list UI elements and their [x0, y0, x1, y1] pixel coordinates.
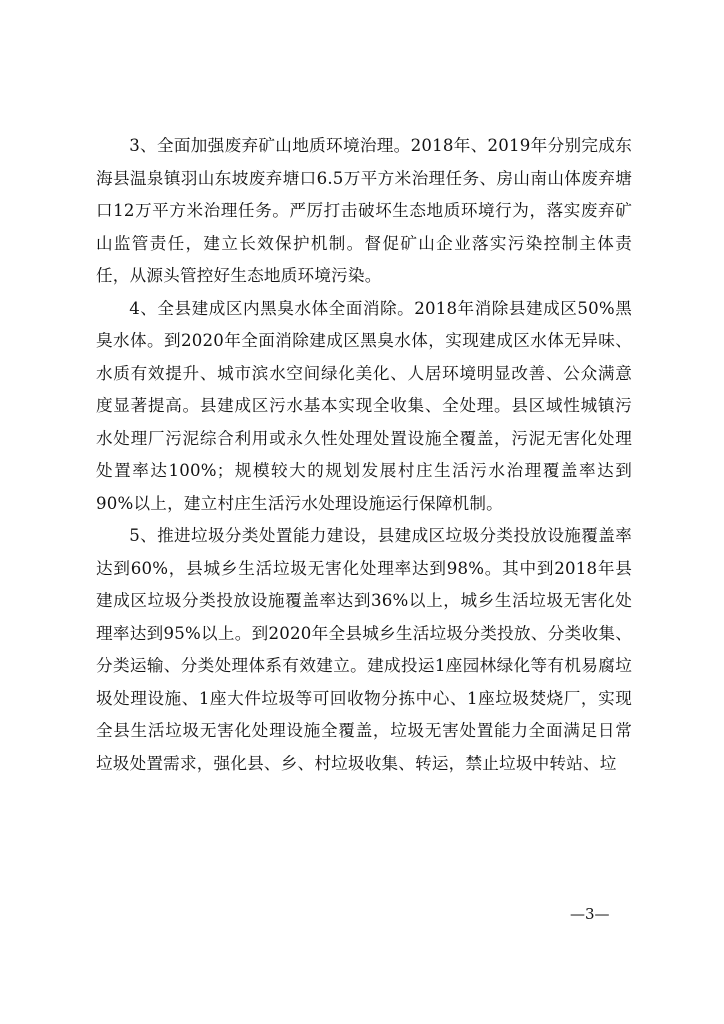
paragraph-mine-restoration: 3、全面加强废弃矿山地质环境治理。2018年、2019年分别完成东海县温泉镇羽山东坡废弃塘口6.5万平方米治理任务、房山南山体废弃塘口12万平方米治理任务。严厉打击破坏生态地质环境行为，落实废弃矿山监管责任，建立长效保护机制。督促矿山企业落实污染控制主体责任，从源头管控好生态地质环境污染。	[96, 136, 632, 285]
paragraph-black-odorous-water: 4、全县建成区内黑臭水体全面消除。2018年消除县建成区50%黑臭水体。到2020年全面消除建成区黑臭水体，实现建成区水体无异味、水质有效提升、城市滨水空间绿化美化、人居环境明显改善、公众满意度显著提高。县建成区污水基本实现全收集、全处理。县区域性城镇污水处理厂污泥综合利用或永久性处理处置设施全覆盖，污泥无害化处理处置率达100%；规模较大的规划发展村庄生活污水治理覆盖率达到90%以上，建立村庄生活污水处理设施运行保障机制。	[96, 298, 632, 513]
body-text	[96, 130, 632, 780]
paragraph-waste-sorting: 5、推进垃圾分类处置能力建设，县建成区垃圾分类投放设施覆盖率达到60%，县城乡生活垃圾无害化处理率达到98%。其中到2018年县建成区垃圾分类投放设施覆盖率达到36%以上，城乡生活垃圾无害化处理率达到95%以上。到2020年全县城乡生活垃圾分类投放、分类收集、分类运输、分类处理体系有效建立。建成投运1座园林绿化等有机易腐垃圾处理设施、1座大件垃圾等可回收物分拣中心、1座垃圾焚烧厂，实现全县生活垃圾无害化处理设施全覆盖，垃圾无害处置能力全面满足日常垃圾处置需求，强化县、乡、村垃圾收集、转运，禁止垃圾中转站、垃	[96, 526, 632, 773]
page-number: —3—	[570, 905, 610, 923]
